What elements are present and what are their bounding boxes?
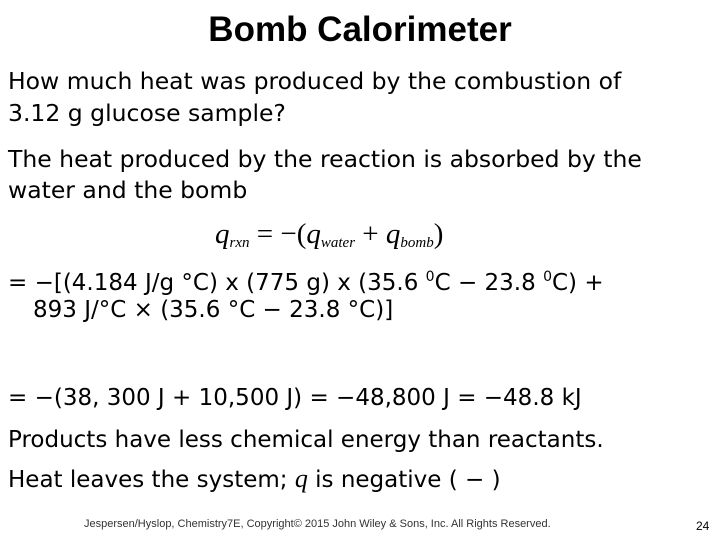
degree-superscript-1: 0	[425, 269, 435, 285]
statement-line-2: water and the bomb	[8, 176, 248, 204]
page-number: 24	[696, 519, 710, 533]
plus-sign: +	[355, 218, 386, 250]
conclusion-part-b: is negative ( − )	[307, 467, 501, 493]
rxn-subscript: rxn	[229, 235, 250, 251]
calc-part-c: C) +	[551, 270, 604, 296]
q-water-symbol: q	[306, 218, 321, 250]
calculation-line-1	[8, 262, 604, 299]
conclusion-part-a: Heat leaves the system;	[8, 467, 295, 493]
question-line-1: How much heat was produced by the combustion of	[8, 67, 622, 95]
bomb-subscript: bomb	[400, 235, 434, 251]
question-line-2: 3.12 g glucose sample?	[8, 99, 286, 127]
q-symbol: q	[294, 464, 308, 493]
conclusion-line-2	[8, 463, 501, 496]
close-paren: )	[433, 218, 444, 250]
calculation-line-2: 893 J/°C × (35.6 °C − 23.8 °C)]	[33, 297, 394, 323]
statement-line-1: The heat produced by the reaction is absorbed by the	[8, 145, 642, 173]
copyright-footer: Jespersen/Hyslop, Chemistry7E, Copyright© 2015 John Wiley & Sons, Inc. All Rights Reserved.	[84, 518, 551, 530]
heat-equation	[215, 218, 443, 252]
calc-part-b: C − 23.8	[434, 270, 544, 296]
slide-title: Bomb Calorimeter	[208, 10, 512, 49]
calc-part-a: = −[(4.184 J/g °C) x (775 g) x (35.6	[8, 270, 426, 296]
q-bomb-symbol: q	[385, 218, 401, 250]
equals-negative: = −(	[249, 218, 307, 250]
water-subscript: water	[320, 235, 356, 251]
conclusion-line-1: Products have less chemical energy than reactants.	[8, 427, 604, 453]
q-rxn-symbol: q	[215, 218, 230, 250]
result-line: = −(38, 300 J + 10,500 J) = −48,800 J = −48.8 kJ	[8, 385, 582, 411]
degree-superscript-2: 0	[543, 269, 552, 285]
